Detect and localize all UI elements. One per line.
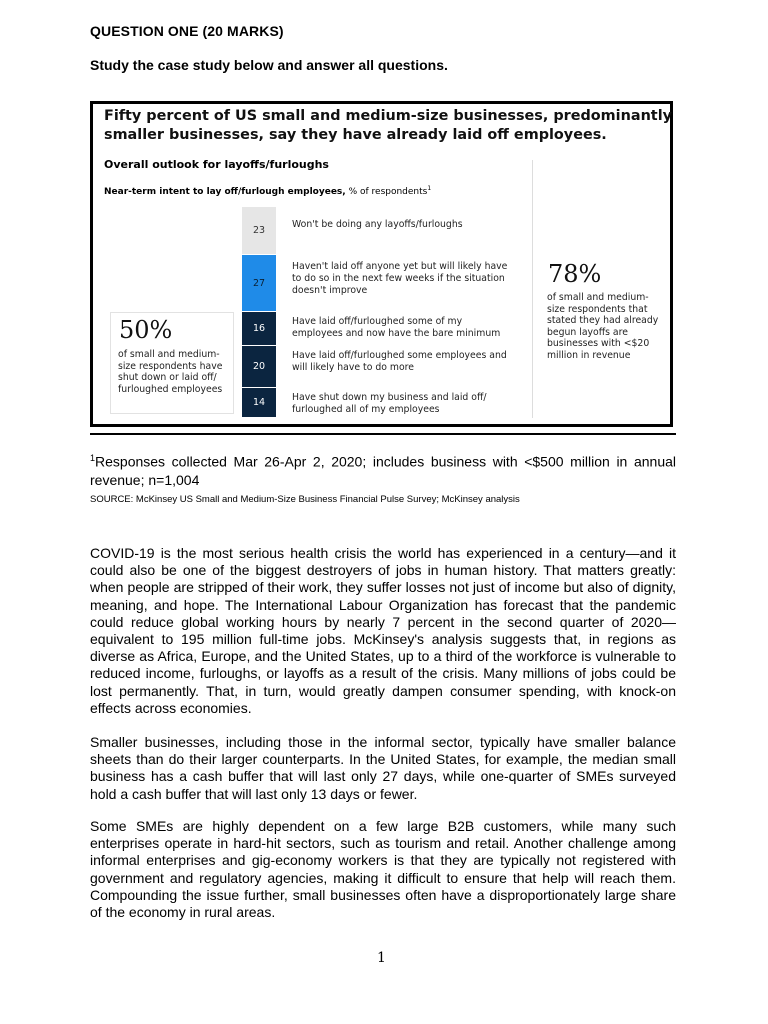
paragraph: Some SMEs are highly dependent on a few large B2B customers, while many such enterprises operate in hard-hit sectors, such as tourism and retail. Another challenge among informal enterprises and gig-economy workers is that they are typically not registered with government and regulatory agencies, making it difficult to ensure that help will reach them. Compounding the issue further, small businesses often have a disproportionately large share of the economy in rural areas. [90,818,676,921]
bar-segment-value: 14 [242,388,276,417]
chart-subtitle-rest: % of respondents [345,187,428,197]
bar-segment-value: 20 [242,346,276,387]
chart-divider [532,160,533,418]
callout-left-number: 50% [119,316,173,344]
callout-left-text: of small and medium-size respondents have shut down or laid off/ furloughed employees [118,349,223,395]
chart-subtitle [104,185,431,197]
page-number: 1 [377,950,386,966]
bar-segment-value: 27 [242,255,276,311]
bar-segment-label: Have laid off/furloughed some of my employees and now have the bare minimum [292,316,501,339]
callout-right-number: 78% [548,260,602,288]
chart-bottom-rule [90,433,676,435]
chart-title: Fifty percent of US small and medium-size businesses, predominantly smaller businesses, say they have already laid off employees. [104,108,673,143]
chart-footnote [90,449,676,489]
footnote-mark: 1 [90,453,96,463]
bar-segment-value: 23 [242,207,276,254]
paragraph: COVID-19 is the most serious health crisis the world has experienced in a century—and it could also be one of the biggest destroyers of jobs in human history. That matters greatly: when people are stripped of their work, they suffer losses not just of income but also of dignity, meaning, and hope. The International Labour Organization has forecast that the pandemic could reduce global working hours by nearly 7 percent in the second quarter of 2020—equivalent to 195 million full-time jobs. McKinsey's analysis suggests that, in regions as diverse as Africa, Europe, and the United States, up to a third of the workforce is vulnerable to reduced income, furloughs, or layoffs as a result of the crisis. Many millions of jobs could be lost permanently. That, in turn, would greatly dampen consumer spending, with knock-on effects across economies. [90,545,676,716]
bar-segment-label: Have laid off/furloughed some employees and will likely have to do more [292,349,507,373]
bar-segment-label: Haven't laid off anyone yet but will likely have to do so in the next few weeks if the situation doesn't improve [292,261,508,297]
bar-segment-value: 16 [242,312,276,345]
question-instruction: Study the case study below and answer all questions. [90,57,448,73]
chart-subtitle-bold: Near-term intent to lay off/furlough employees, [104,187,346,197]
chart-source: SOURCE: McKinsey US Small and Medium-Size Business Financial Pulse Survey; McKinsey analysis [90,494,520,505]
callout-right-text: of small and medium-size respondents that stated they had already begun layoffs are businesses with <$20 million in revenue [547,292,659,361]
chart-subtitle-footnote-mark: 1 [427,185,432,192]
bar-segment-label: Have shut down my business and laid off/ furloughed all of my employees [292,391,487,415]
question-title: QUESTION ONE (20 MARKS) [90,23,284,39]
footnote-text: Responses collected Mar 26-Apr 2, 2020; includes business with <$500 million in annual revenue; n=1,004 [90,453,676,488]
paragraph: Smaller businesses, including those in the informal sector, typically have smaller balance sheets than do their larger counterparts. In the United States, for example, the median small business has a cash buffer that will last only 27 days, while one-quarter of SMEs surveyed hold a cash buffer that will last only 13 days or fewer. [90,734,676,802]
chart-heading: Overall outlook for layoffs/furloughs [104,158,329,171]
bar-segment-label: Won't be doing any layoffs/furloughs [292,219,463,230]
